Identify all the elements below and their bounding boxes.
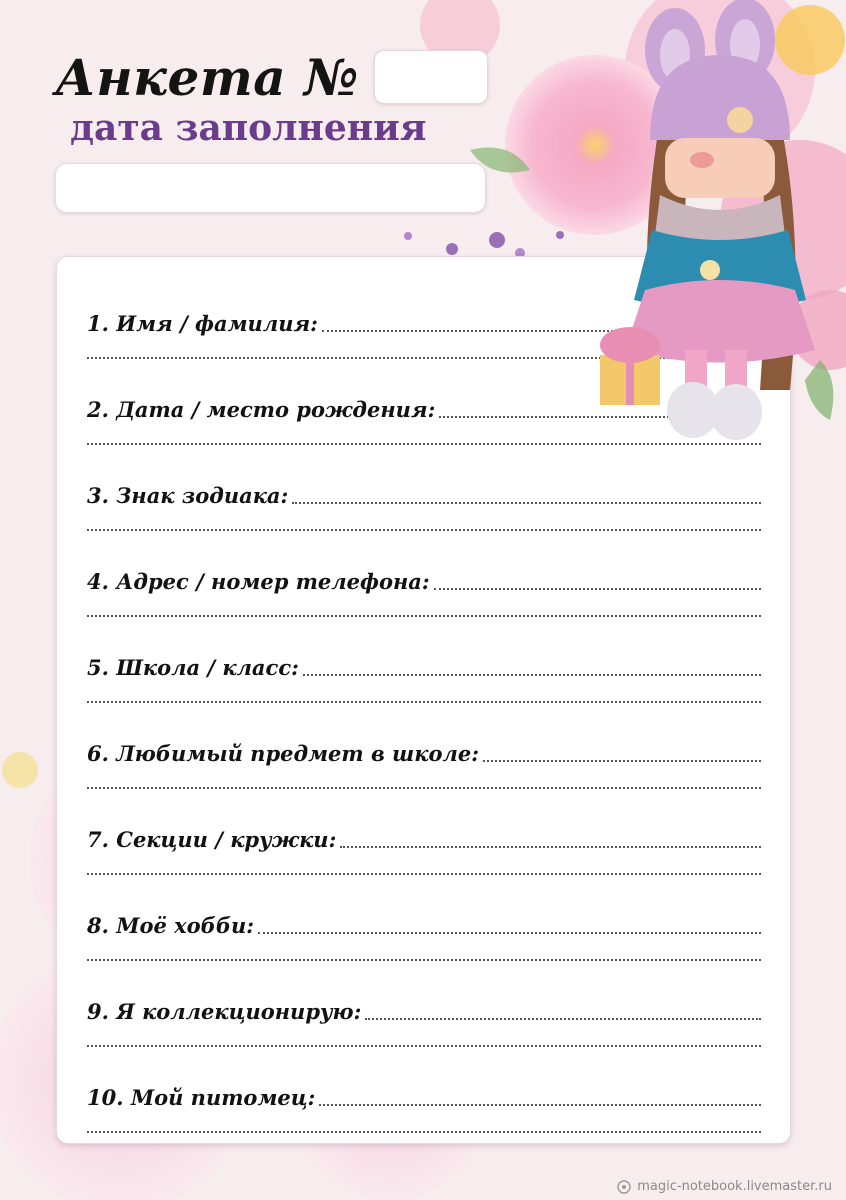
question-item [87,879,761,965]
answer-line-2[interactable] [87,529,761,531]
question-label: 2. Дата / место рождения: [87,397,436,422]
date-label: дата заполнения [70,107,427,149]
answer-line[interactable] [319,1103,761,1106]
question-label: 7. Секции / кружки: [87,827,337,852]
doll-illustration [590,0,846,460]
question-label: 6. Любимый предмет в школе: [87,741,479,766]
question-label: 10. Мой питомец: [87,1085,316,1110]
answer-line-2[interactable] [87,873,761,875]
question-item [87,621,761,707]
question-item [87,535,761,621]
question-label: 5. Школа / класс: [87,655,299,680]
watermark-text: magic-notebook.livemaster.ru [637,1179,832,1194]
answer-line-2[interactable] [87,787,761,789]
watermark [617,1179,832,1194]
livemaster-logo-icon [617,1180,631,1194]
answer-line[interactable] [303,673,761,676]
question-item [87,965,761,1051]
question-item [87,707,761,793]
date-field[interactable] [55,163,486,213]
answer-line[interactable] [365,1017,761,1020]
question-label: 4. Адрес / номер телефона: [87,569,430,594]
question-label: 8. Моё хобби: [87,913,255,938]
answer-line[interactable] [292,501,761,504]
form-title: Анкета № [55,48,359,107]
answer-line-2[interactable] [87,1131,761,1133]
answer-line[interactable] [483,759,761,762]
answer-line[interactable] [258,931,761,934]
answer-line[interactable] [434,587,761,590]
question-item [87,1051,761,1137]
answer-line-2[interactable] [87,615,761,617]
form-number-field[interactable] [374,50,488,104]
answer-line-2[interactable] [87,701,761,703]
question-label: 9. Я коллекционирую: [87,999,362,1024]
question-item [87,449,761,535]
answer-line-2[interactable] [87,1045,761,1047]
answer-line[interactable] [340,845,761,848]
answer-line-2[interactable] [87,959,761,961]
question-label: 3. Знак зодиака: [87,483,289,508]
question-label: 1. Имя / фамилия: [87,311,318,336]
question-item [87,793,761,879]
